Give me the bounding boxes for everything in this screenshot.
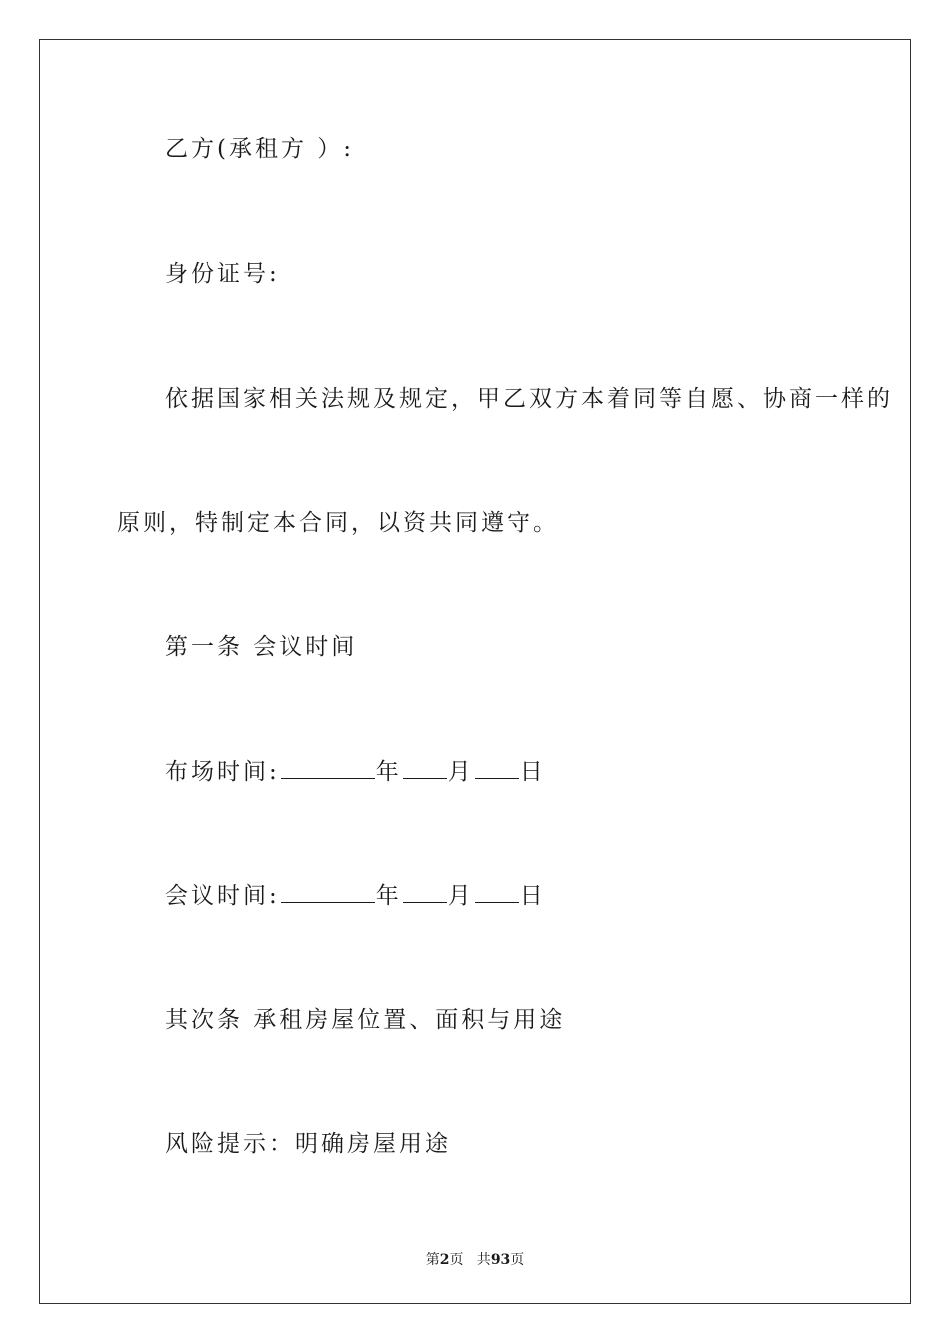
meeting-time-label: 会议时间: [165, 883, 280, 909]
day-unit: 日 [519, 883, 546, 909]
setup-day-blank[interactable] [475, 760, 519, 779]
footer-prefix: 第 [425, 1252, 440, 1268]
day-unit: 日 [519, 759, 546, 785]
year-unit: 年 [375, 759, 402, 785]
month-unit: 月 [447, 883, 474, 909]
page-footer [0, 1249, 950, 1269]
footer-page-number: 2 [439, 1252, 450, 1268]
setup-time-line [165, 760, 546, 784]
meeting-time-line [165, 884, 546, 908]
setup-year-blank[interactable] [281, 760, 375, 779]
meeting-year-blank[interactable] [281, 884, 375, 903]
footer-suffix: 页 [510, 1252, 525, 1268]
month-unit: 月 [447, 759, 474, 785]
meeting-day-blank[interactable] [475, 884, 519, 903]
risk-tip-line: 风险提示：明确房屋用途 [165, 1131, 451, 1157]
basis-paragraph-line-1: 依据国家相关法规及规定，甲乙双方本着同等自愿、协商一样的 [165, 386, 893, 412]
page-frame [39, 39, 911, 1304]
id-number-line: 身份证号: [165, 261, 280, 287]
footer-total-pages: 93 [490, 1252, 511, 1268]
setup-time-label: 布场时间: [165, 759, 280, 785]
footer-middle: 页 共 [449, 1252, 491, 1268]
article-1-heading: 第一条 会议时间 [165, 634, 358, 660]
setup-month-blank[interactable] [403, 760, 447, 779]
year-unit: 年 [375, 883, 402, 909]
article-2-heading: 其次条 承租房屋位置、面积与用途 [165, 1007, 566, 1033]
meeting-month-blank[interactable] [403, 884, 447, 903]
basis-paragraph-line-2: 原则，特制定本合同，以资共同遵守。 [117, 510, 559, 536]
party-b-line: 乙方(承租方 ）: [165, 136, 355, 162]
